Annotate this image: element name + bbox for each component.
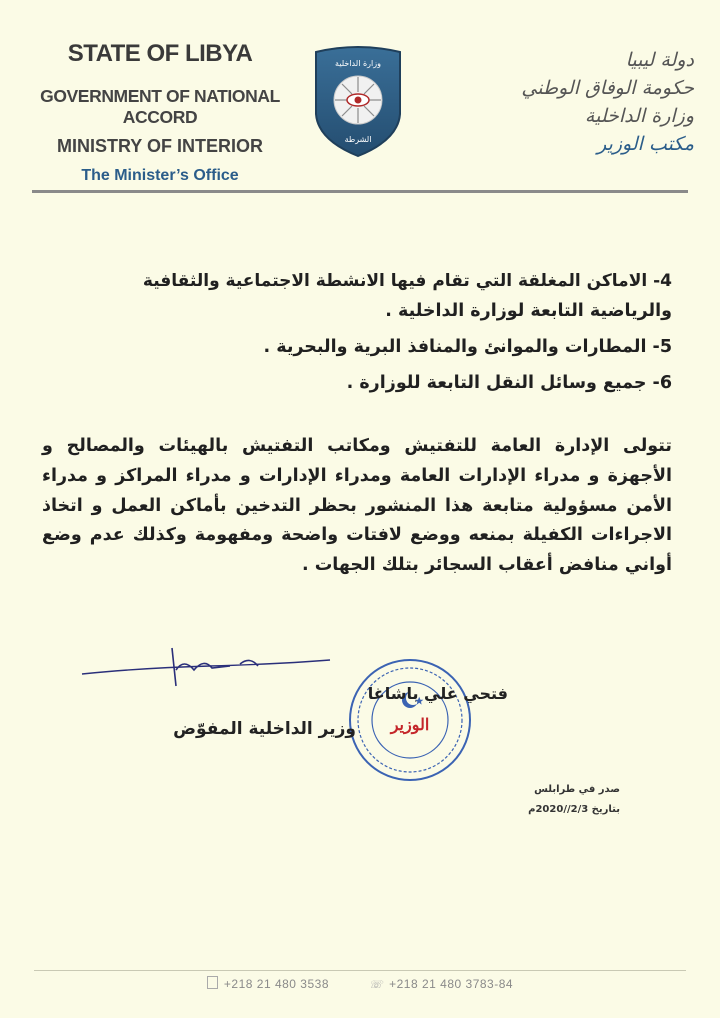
- office-title: The Minister’s Office: [81, 167, 239, 184]
- government-title-ar: حكومة الوفاق الوطني: [521, 77, 694, 99]
- ministry-title: MINISTRY OF INTERIOR: [56, 136, 263, 156]
- signature-scribble-icon: [80, 640, 340, 690]
- issued-date: بتاريخ 2/3//2020م: [528, 804, 620, 815]
- fax-icon: [207, 976, 218, 989]
- phone-icon: ☏: [368, 979, 384, 991]
- list-item: 5- المطارات والموانئ والمنافذ البرية والبحرية .: [263, 337, 672, 357]
- header-arabic: [474, 46, 694, 158]
- ministry-emblem-icon: [310, 44, 406, 158]
- stamp-center-text: الوزير: [390, 715, 430, 734]
- emblem-bottom-text: الشرطة: [344, 135, 372, 144]
- fax-contact: [207, 977, 329, 991]
- signer-title: وزير الداخلية المفوّض: [173, 719, 356, 739]
- issued-block: [528, 780, 620, 820]
- signer-name: فتحي علي باشاغا: [367, 684, 508, 703]
- office-title-ar: مكتب الوزير: [597, 133, 694, 155]
- issued-place: صدر في طرابلس: [534, 784, 620, 795]
- body-paragraph: تتولى الإدارة العامة للتفتيش ومكاتب التفتيش بالهيئات والمصالح و الأجهزة و مدراء الإدارات العامة ومدراء الإدارات و مدراء المراكز و مدراء الأمن مسؤولية متابعة هذا المنشور بحظر التدخين بأماكن العمل و اتخاذ الاجراءات الكفيلة بمنعه ووضع لافتات واضحة ومفهومة وكذلك عدم وضع أواني منافض أعقاب السجائر بتلك الجهات .: [42, 436, 672, 576]
- footer-divider: [34, 970, 686, 971]
- list-item: 4- الاماكن المغلقة التي تقام فيها الانشطة الاجتماعية والثقافية: [142, 271, 672, 291]
- items-list: [42, 266, 672, 398]
- state-title-ar: دولة ليبيا: [625, 49, 694, 71]
- emblem-top-text: وزارة الداخلية: [335, 59, 381, 68]
- ministry-title-ar: وزارة الداخلية: [584, 105, 694, 127]
- list-item: والرياضية التابعة لوزارة الداخلية .: [385, 301, 672, 321]
- phone-contact: [369, 977, 513, 991]
- phone-number: +218 21 480 3783-84: [389, 977, 514, 991]
- fax-number: +218 21 480 3538: [223, 977, 330, 991]
- government-title: GOVERNMENT OF NATIONAL ACCORD: [40, 86, 280, 127]
- list-item: 6- جميع وسائل النقل التابعة للوزارة .: [346, 373, 672, 393]
- state-title: STATE OF LIBYA: [67, 40, 253, 67]
- official-stamp-icon: [346, 656, 474, 784]
- header-divider: [32, 190, 688, 193]
- footer-contacts: [0, 976, 720, 991]
- header-english: [20, 40, 300, 185]
